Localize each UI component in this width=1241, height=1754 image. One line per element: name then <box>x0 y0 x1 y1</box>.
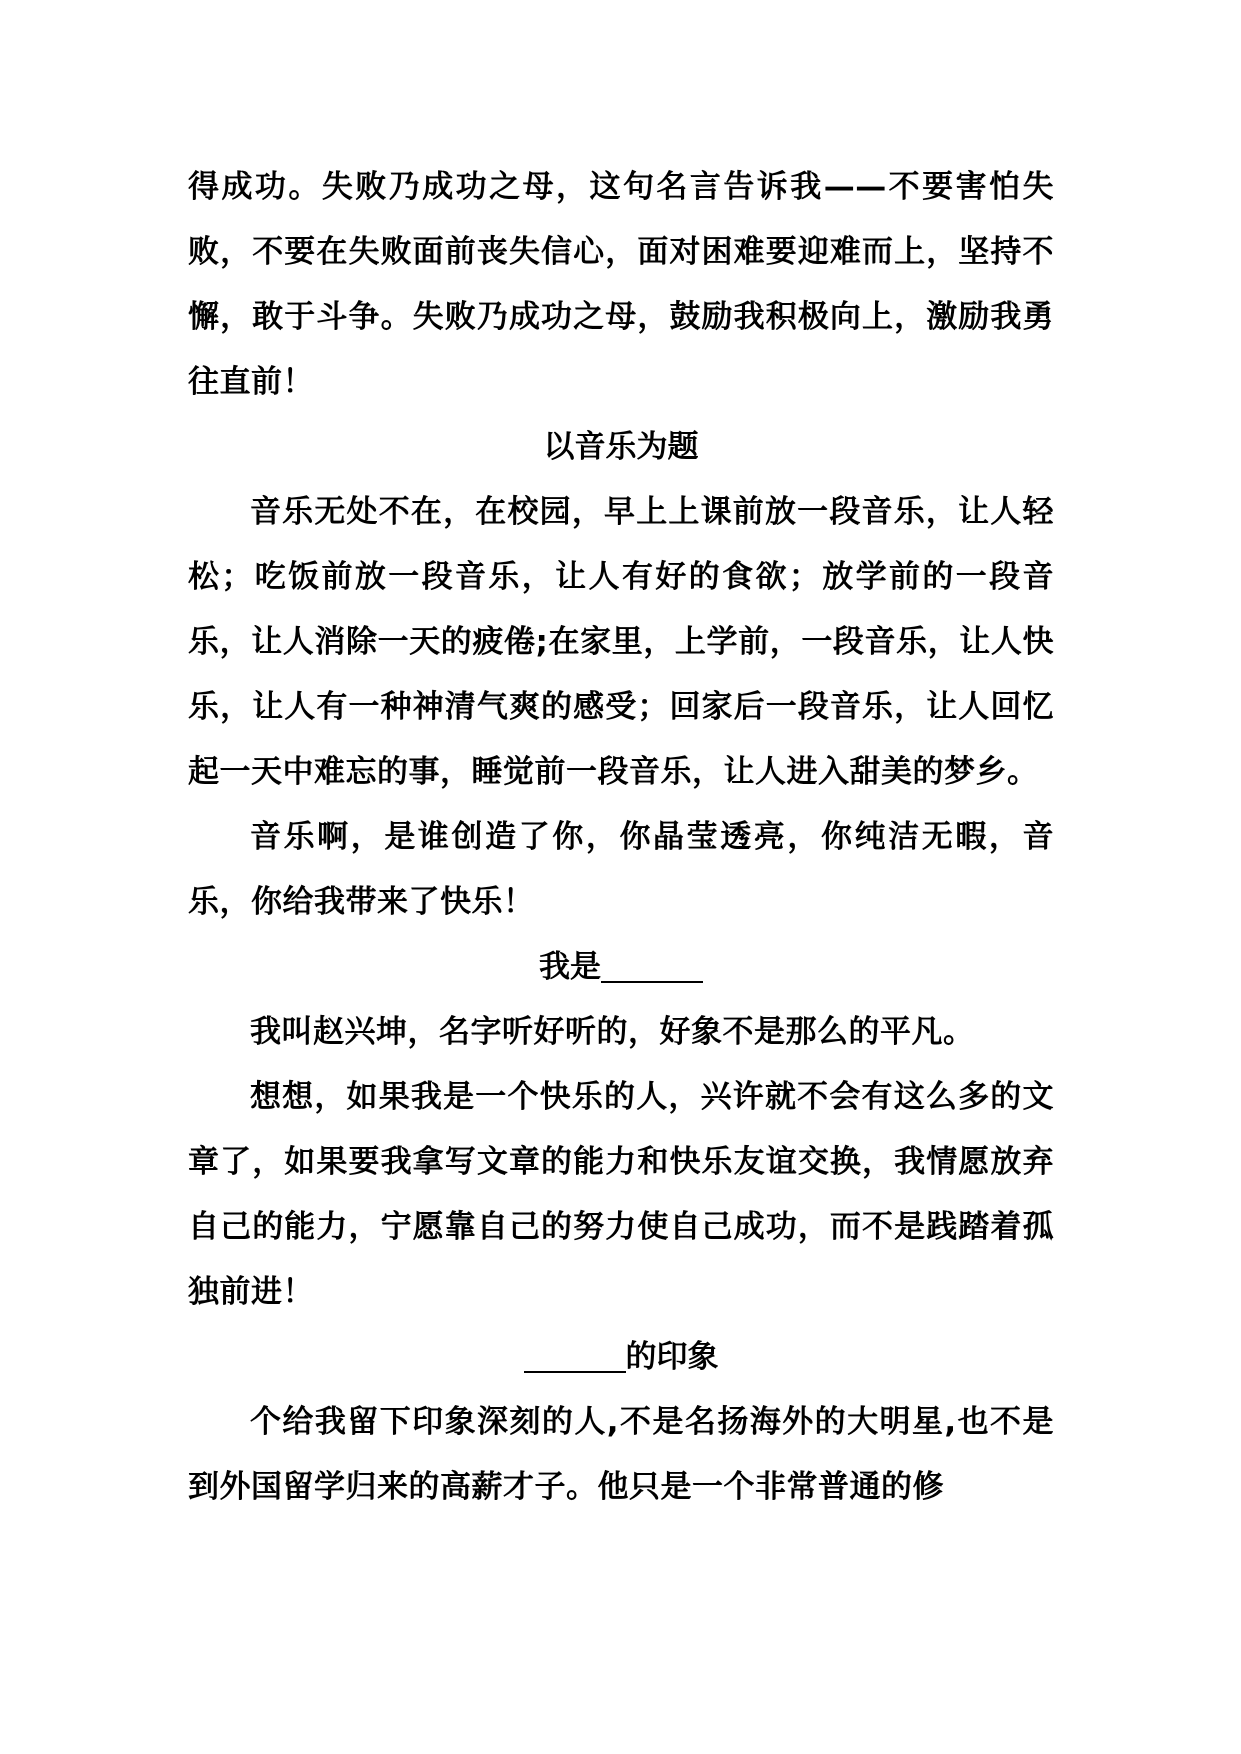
fill-in-blank-line <box>524 1340 626 1373</box>
paragraph-impression-1: 个给我留下印象深刻的人,不是名扬海外的大明星,也不是到外国留学归来的高薪才子。他只是一个非常普通的修 <box>188 1404 1054 1505</box>
fill-in-blank-line <box>601 950 703 983</box>
paragraph-music-2: 音乐啊，是谁创造了你，你晶莹透亮，你纯洁无暇，音乐，你给我带来了快乐！ <box>188 819 1054 920</box>
paragraph-iam-1: 我叫赵兴坤，名字听好听的，好象不是那么的平凡。 <box>250 1014 975 1050</box>
paragraph-iam-2: 想想，如果我是一个快乐的人，兴许就不会有这么多的文章了，如果要我拿写文章的能力和快乐友谊交换，我情愿放弃自己的能力，宁愿靠自己的努力使自己成功，而不是践踏着孤独前进！ <box>188 1079 1054 1310</box>
heading-impression-text: 的印象 <box>625 1339 719 1375</box>
paragraph-intro: 得成功。失败乃成功之母，这句名言告诉我——不要害怕失败，不要在失败面前丧失信心，面对困难要迎难而上，坚持不懈，敢于斗争。失败乃成功之母，鼓励我积极向上，激励我勇往直前！ <box>188 169 1054 400</box>
heading-impression <box>188 1325 1054 1390</box>
document-page <box>188 155 1054 1520</box>
paragraph-music-1: 音乐无处不在，在校园，早上上课前放一段音乐，让人轻松；吃饭前放一段音乐，让人有好的食欲；放学前的一段音乐，让人消除一天的疲倦;在家里，上学前，一段音乐，让人快乐，让人有一种神清气爽的感受；回家后一段音乐，让人回忆起一天中难忘的事，睡觉前一段音乐，让人进入甜美的梦乡。 <box>188 494 1054 790</box>
heading-iam <box>188 935 1054 1000</box>
heading-iam-text: 我是 <box>539 949 601 985</box>
heading-music: 以音乐为题 <box>543 429 699 465</box>
